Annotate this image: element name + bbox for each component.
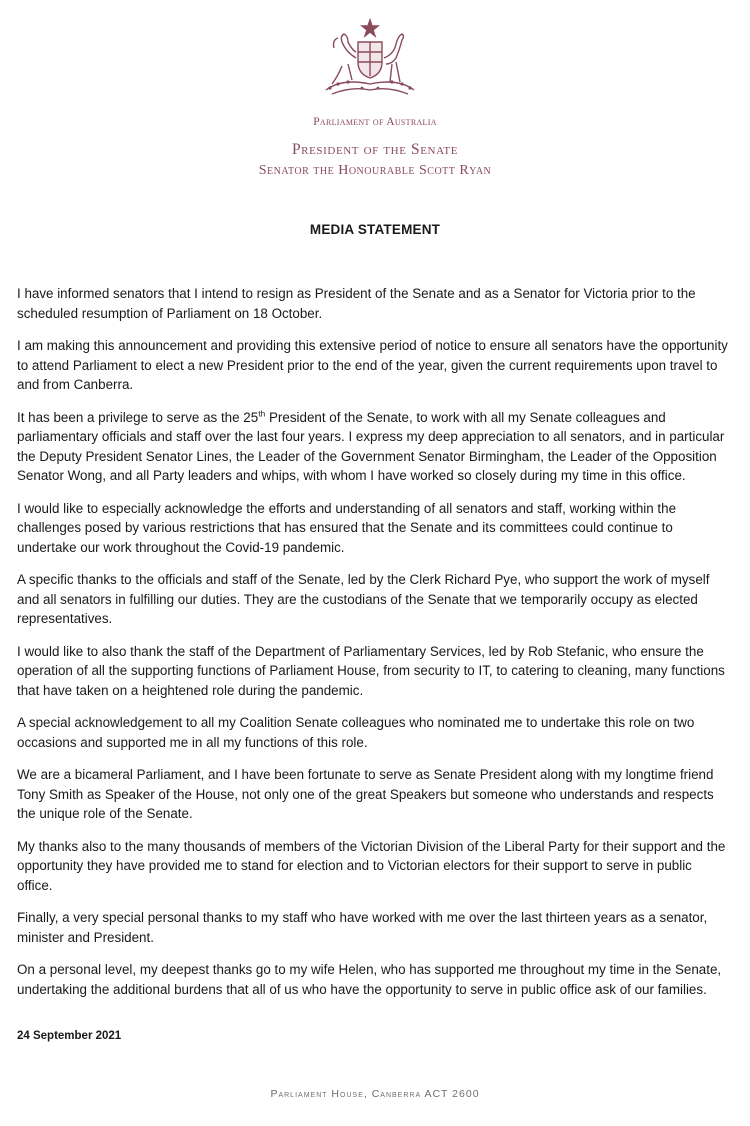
paragraph: I have informed senators that I intend to resign as President of the Senate and as a Senator for Victoria prior to the scheduled resumption of Parliament on 18 October. — [17, 286, 696, 321]
footer-address: Parliament House, Canberra ACT 2600 — [270, 1088, 480, 1100]
paragraph: A special acknowledgement to all my Coalition Senate colleagues who nominated me to undertake this role on two occasions and supported me in all my functions of this role. — [17, 715, 695, 750]
paragraph: My thanks also to the many thousands of members of the Victorian Division of the Liberal Party for their support and the opportunity they have provided me to stand for election and to Victorian electors for their support to serve in public office. — [17, 838, 726, 893]
letterhead-parliament: Parliament of Australia — [313, 116, 437, 128]
paragraph-text: It has been a privilege to serve as the 25 — [17, 409, 259, 425]
australian-coat-of-arms-icon — [312, 18, 428, 102]
paragraph: A specific thanks to the officials and staff of the Senate, led by the Clerk Richard Pye, who support the work of myself and all senators in fulfilling our duties. They are the custodians of the Senate that we temporarily occupy as elected representatives. — [17, 572, 710, 626]
paragraph: I would like to especially acknowledge the efforts and understanding of all senators and staff, working within the challenges posed by various restrictions that has ensured that the Senate and its committees could continue to undertake our work throughout the Covid-19 pandemic. — [17, 500, 677, 555]
statement-date: 24 September 2021 — [17, 1030, 122, 1042]
letterhead-senator-name: Senator the Honourable Scott Ryan — [258, 163, 492, 178]
ordinal-suffix: th — [258, 408, 266, 419]
paragraph-text: President of the Senate, to work with all my Senate colleagues and parliamentary officials and staff over the last four years. I express my deep appreciation to all senators, and in particular the Deputy President Senator Lines, the Leader of the Government Senator Birmingham, the Leader of the Opposition Senator Wong, and all Party leaders and whips, with whom I have worked so closely during my time in this office. — [17, 409, 725, 483]
paragraph — [17, 408, 731, 486]
paragraph: On a personal level, my deepest thanks go to my wife Helen, who has supported me throughout my time in the Senate, undertaking the additional burdens that all of us who have the opportunity to serve in public office ask of our families. — [17, 962, 722, 997]
paragraph: I am making this announcement and providing this extensive period of notice to ensure all senators have the opportunity to attend Parliament to elect a new President prior to the end of the year, given the current requirements upon travel to and from Canberra. — [17, 338, 728, 392]
statement-body — [17, 284, 731, 1012]
paragraph: We are a bicameral Parliament, and I have been fortunate to serve as Senate President along with my longtime friend Tony Smith as Speaker of the House, not only one of the great Speakers but someone who understands and respects the unique role of the Senate. — [17, 767, 714, 821]
letterhead-office: President of the Senate — [291, 141, 459, 158]
paragraph: Finally, a very special personal thanks to my staff who have worked with me over the last thirteen years as a senator, minister and President. — [17, 910, 708, 945]
document-title: MEDIA STATEMENT — [309, 222, 441, 237]
paragraph: I would like to also thank the staff of the Department of Parliamentary Services, led by Rob Stefanic, who ensure the operation of all the supporting functions of Parliament House, from security to IT, to catering to cleaning, many functions that have taken on a heightened role during the pandemic. — [17, 643, 725, 698]
